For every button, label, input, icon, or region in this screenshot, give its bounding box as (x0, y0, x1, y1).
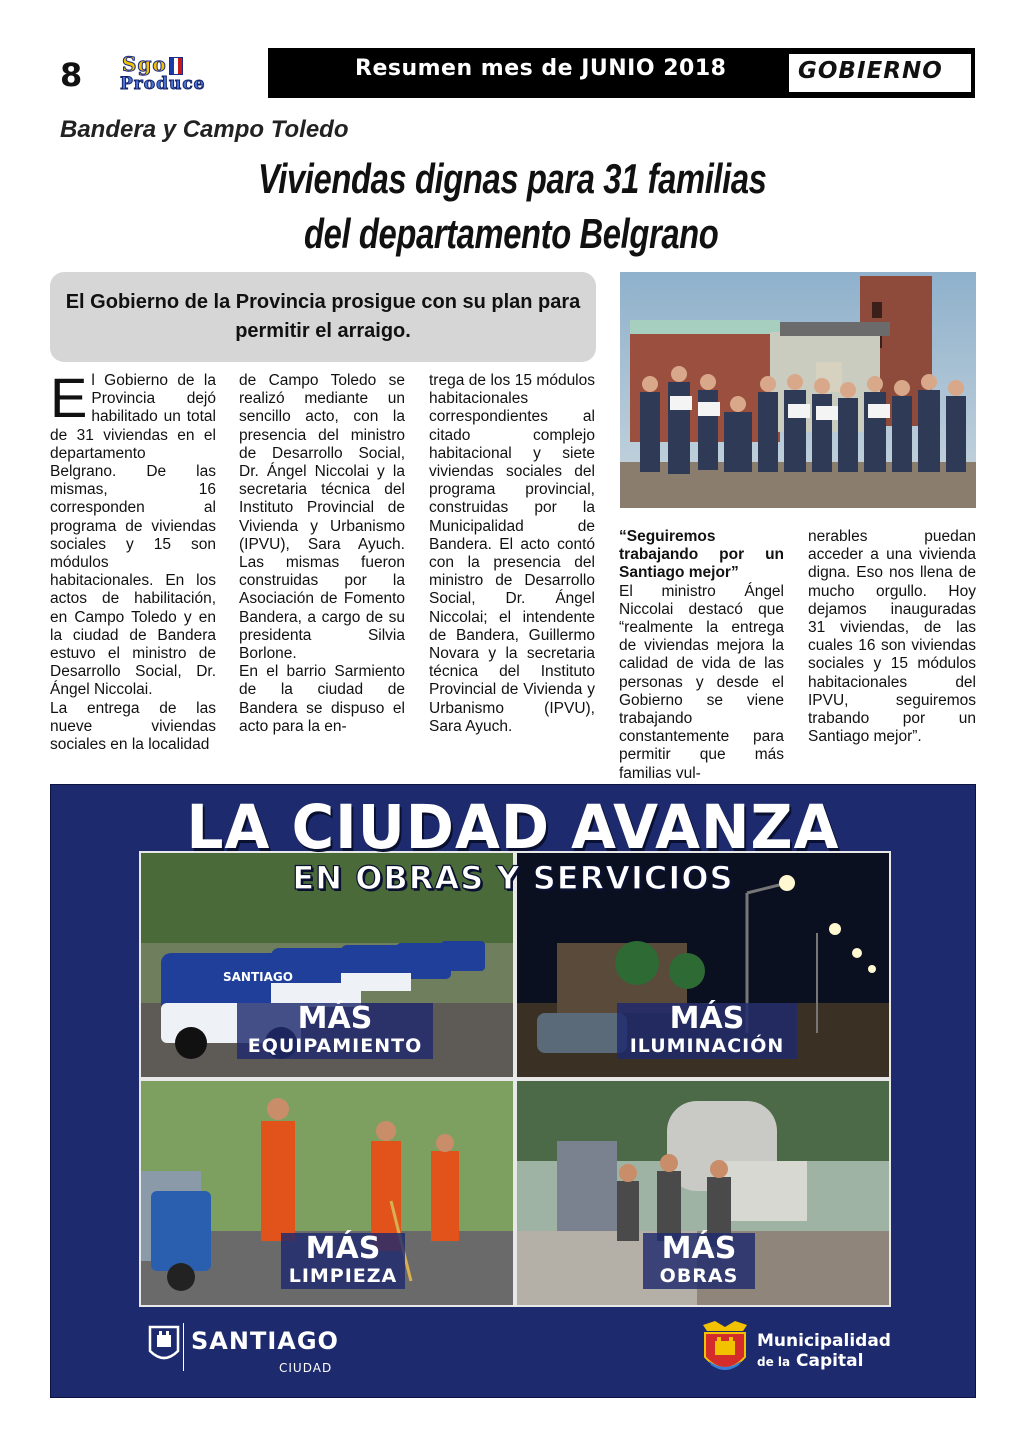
municipal-advertisement (50, 784, 976, 1398)
cleaning-tile (139, 1079, 515, 1307)
page-number: 8 (60, 56, 83, 94)
lighting-label: MÁS ILUMINACIÓN (617, 1003, 797, 1059)
article-paragraph: La entrega de las nueve viviendas sociales en la localidad (50, 699, 216, 754)
works-tile (515, 1079, 891, 1307)
ad-subtitle: EN OBRAS Y SERVICIOS (292, 859, 734, 897)
article-paragraph: de Campo Toledo se realizó mediante un sencillo acto, con la presencia del ministro de Desarrollo Social, Dr. Ángel Niccolai y la secretaria técnica del Instituto Provincial de Vivienda y Urbanismo (IPVU), Sara Ayuch. Las mismas fueron construidas por la Asociación de Fomento Bandera, a cargo de su presidenta Silvia Borlone. (239, 372, 405, 663)
logo-divider (183, 1323, 184, 1371)
ad-title: LA CIUDAD AVANZA (186, 791, 840, 863)
article-paragraph: l Gobierno de la Provincia dejó habilitado un total de 31 viviendas en el departamento Belgrano. De las mismas, 16 corresponden al programa de viviendas sociales y 15 son módulos habitacionales. En los actos de habilitación, en Campo Toledo y en la ciudad de Bandera estuvo el ministro de Desarrollo Social, Dr. Ángel Niccolai. (50, 372, 216, 699)
vehicle-lettering: SANTIAGO (223, 970, 293, 984)
drop-cap: E (50, 366, 88, 429)
quote-heading: “Seguiremos trabajando por un Santiago mejor” (619, 528, 784, 582)
article-column-4 (619, 528, 784, 783)
santiago-city-icon (147, 1321, 181, 1372)
article-paragraph: En el barrio Sarmiento de la ciudad de Bandera se dispuso el acto para la en- (239, 663, 405, 735)
article-column-1 (50, 366, 216, 754)
santiago-subtitle: CIUDAD (279, 1361, 333, 1375)
issue-summary: Resumen mes de JUNIO 2018 (355, 56, 727, 81)
article-column-2 (239, 372, 405, 736)
article-paragraph: nerables puedan acceder a una vivienda digna. Eso nos llena de mucho orgullo. Hoy dejamos inauguradas 31 viviendas, de las cuales 16 son viviendas sociales y 15 módulos habitacionales del IPVU, seguiremos trabando por un Santiago mejor”. (808, 528, 976, 746)
article-paragraph: El ministro Ángel Niccolai destacó que “realmente la entrega de viviendas mejora la calidad de vida de las personas y desde el Gobierno se viene trabajando constantemente para permitir que más familias vul- (619, 582, 784, 782)
article-kicker: Bandera y Campo Toledo (60, 116, 349, 143)
headline-line-2: del departamento Belgrano (304, 210, 719, 257)
equipment-label: MÁS EQUIPAMIENTO (237, 1003, 433, 1059)
municipality-shield-icon (699, 1317, 751, 1384)
works-label: MÁS OBRAS (643, 1233, 755, 1289)
article-paragraph: trega de los 15 módulos habitacionales correspondientes al citado complejo habitacional y siete viviendas sociales del programa provincial, construidas por la Municipalidad de Bandera. El acto contó con la presencia del ministro de Desarrollo Social, Dr. Ángel Niccolai; el intendente de Bandera, Guillermo Novara y la secretaria técnica del Instituto Provincial de Vivienda y Urbanismo (IPVU), Sara Ayuch. (429, 372, 595, 735)
municipality-name: Municipalidad de la Capital (757, 1331, 891, 1371)
publication-logo: Sgo Produce (120, 52, 206, 94)
section-label: GOBIERNO (798, 58, 943, 84)
article-column-3 (429, 372, 595, 736)
article-subhead: El Gobierno de la Provincia prosigue con su plan para permitir el arraigo. (65, 291, 581, 342)
cleaning-label: MÁS LIMPIEZA (281, 1233, 405, 1289)
article-column-5 (808, 528, 976, 746)
santiago-name: SANTIAGO (191, 1327, 339, 1355)
families-photo (620, 272, 976, 508)
headline-line-1: Viviendas dignas para 31 familias (258, 155, 767, 202)
